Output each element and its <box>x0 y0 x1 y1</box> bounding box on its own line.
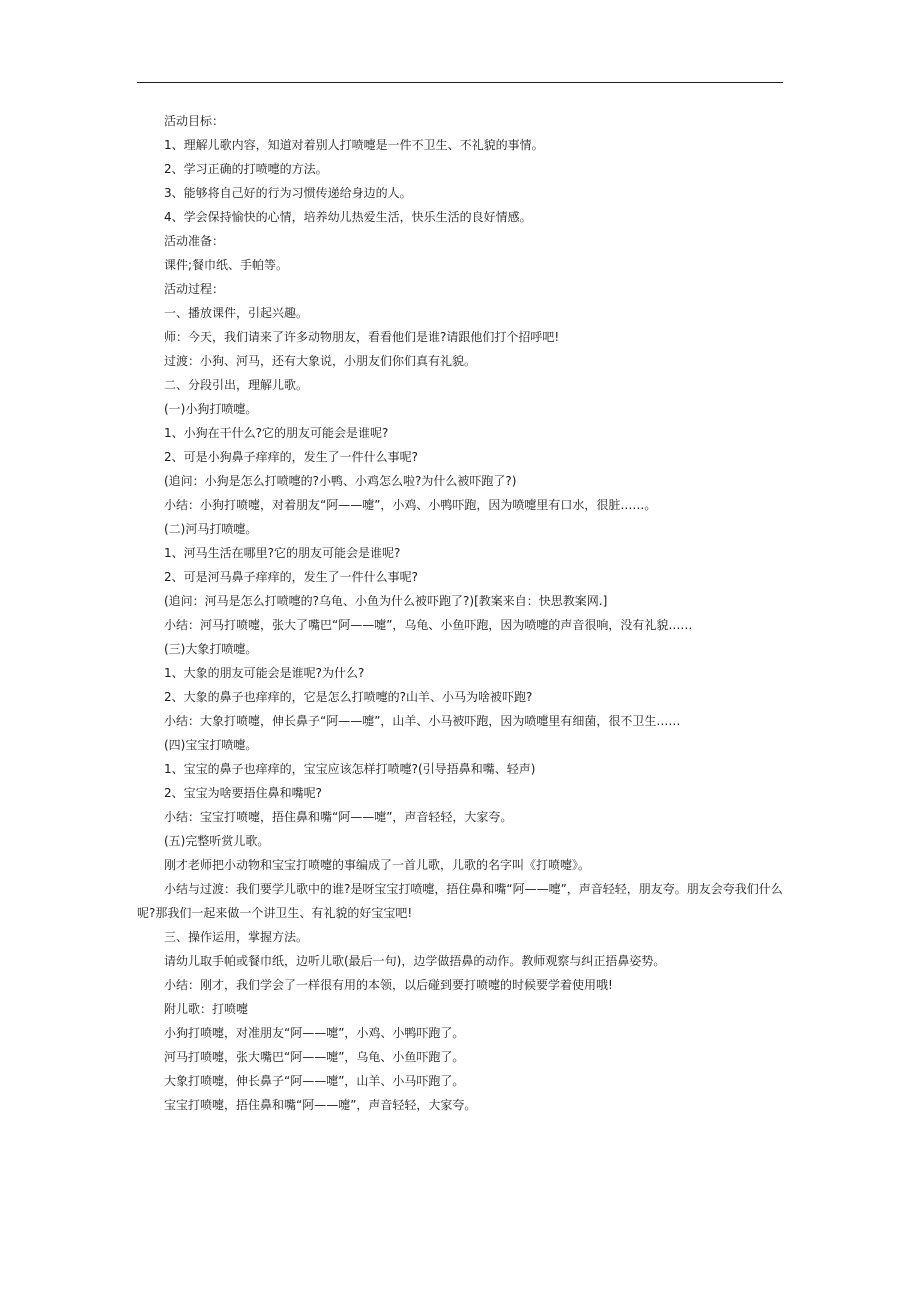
goal-item: 3、能够将自己好的行为习惯传递给身边的人。 <box>164 186 412 200</box>
poem-line: 小狗打喷嚏，对准朋友“阿——嚏”，小鸡、小鸭吓跑了。 <box>164 1026 465 1040</box>
paragraph-line: 1、小狗在干什么?它的朋友可能会是谁呢? <box>164 426 389 440</box>
goal-item: 1、理解儿歌内容，知道对着别人打喷嚏是一件不卫生、不礼貌的事情。 <box>164 138 544 152</box>
preparation-text: 课件;餐巾纸、手帕等。 <box>164 258 289 272</box>
process-step-heading: 三、操作运用，掌握方法。 <box>164 930 309 944</box>
summary-transition-paragraph: 小结与过渡：我们要学儿歌中的谁?是呀宝宝打喷嚏，捂住鼻和嘴“阿——嚏”，声音轻轻，朋友夸。朋友会夸我们什么呢?那我们一起来做一个讲卫生、有礼貌的好宝宝吧! <box>137 882 783 920</box>
paragraph-line: 过渡：小狗、河马，还有大象说，小朋友们你们真有礼貌。 <box>164 354 477 368</box>
subsection-heading: (三)大象打喷嚏。 <box>164 642 258 656</box>
poem-line: 宝宝打喷嚏，捂住鼻和嘴“阿——嚏”，声音轻轻，大家夸。 <box>164 1098 477 1112</box>
goal-item: 2、学习正确的打喷嚏的方法。 <box>164 162 328 176</box>
subsection-heading: (四)宝宝打喷嚏。 <box>164 738 258 752</box>
process-step-heading: 二、分段引出，理解儿歌。 <box>164 378 309 392</box>
summary-line: 小结：小狗打喷嚏，对着朋友“阿——嚏”，小鸡、小鸭吓跑，因为喷嚏里有口水，很脏……。 <box>164 498 657 512</box>
subsection-heading: (五)完整听赏儿歌。 <box>164 834 270 848</box>
poem-line: 河马打喷嚏，张大嘴巴“阿——嚏”，乌龟、小鱼吓跑了。 <box>164 1050 465 1064</box>
document-body <box>137 113 783 1121</box>
paragraph-line: 2、宝宝为啥要捂住鼻和嘴呢? <box>164 786 323 800</box>
section-heading-preparation: 活动准备： <box>164 234 225 248</box>
summary-line: 小结：大象打喷嚏，伸长鼻子“阿——嚏”，山羊、小马被吓跑，因为喷嚏里有细菌，很不卫生…… <box>164 714 681 728</box>
header-rule <box>137 82 783 83</box>
appendix-heading: 附儿歌：打喷嚏 <box>164 1002 249 1016</box>
subsection-heading: (二)河马打喷嚏。 <box>164 522 258 536</box>
process-step-heading: 一、播放课件，引起兴趣。 <box>164 306 309 320</box>
summary-line: 小结：河马打喷嚏，张大了嘴巴“阿——嚏”，乌龟、小鱼吓跑，因为喷嚏的声音很响，没有礼貌…… <box>164 618 693 632</box>
paragraph-line: (追问：河马是怎么打喷嚏的?乌龟、小鱼为什么被吓跑了?)[教案来自：快思教案网.] <box>164 594 608 608</box>
paragraph-line: 2、可是小狗鼻子痒痒的，发生了一件什么事呢? <box>164 450 419 464</box>
subsection-heading: (一)小狗打喷嚏。 <box>164 402 258 416</box>
summary-line: 小结：宝宝打喷嚏，捂住鼻和嘴“阿——嚏”，声音轻轻，大家夸。 <box>164 810 513 824</box>
paragraph-line: 师：今天，我们请来了许多动物朋友，看看他们是谁?请跟他们打个招呼吧! <box>164 330 560 344</box>
paragraph-line: (追问：小狗是怎么打喷嚏的?小鸭、小鸡怎么啦?为什么被吓跑了?) <box>164 474 517 488</box>
paragraph-line: 1、大象的朋友可能会是谁呢?为什么? <box>164 666 365 680</box>
paragraph-line: 1、宝宝的鼻子也痒痒的，宝宝应该怎样打喷嚏?(引导捂鼻和嘴、轻声) <box>164 762 536 776</box>
poem-line: 大象打喷嚏，伸长鼻子“阿——嚏”，山羊、小马吓跑了。 <box>164 1074 465 1088</box>
summary-line: 小结：刚才，我们学会了一样很有用的本领，以后碰到要打喷嚏的时候要学着使用哦! <box>164 978 613 992</box>
paragraph-line: 刚才老师把小动物和宝宝打喷嚏的事编成了一首儿歌，儿歌的名字叫《打喷嚏》。 <box>164 858 591 872</box>
paragraph-line: 请幼儿取手帕或餐巾纸，边听儿歌(最后一句)，边学做捂鼻的动作。教师观察与纠正捂鼻姿势。 <box>164 954 666 968</box>
goal-item: 4、学会保持愉快的心情，培养幼儿热爱生活，快乐生活的良好情感。 <box>164 210 532 224</box>
paragraph-line: 1、河马生活在哪里?它的朋友可能会是谁呢? <box>164 546 401 560</box>
section-heading-process: 活动过程： <box>164 282 225 296</box>
section-heading-goals: 活动目标： <box>164 114 225 128</box>
paragraph-line: 2、大象的鼻子也痒痒的，它是怎么打喷嚏的?山羊、小马为啥被吓跑? <box>164 690 533 704</box>
paragraph-line: 2、可是河马鼻子痒痒的，发生了一件什么事呢? <box>164 570 419 584</box>
